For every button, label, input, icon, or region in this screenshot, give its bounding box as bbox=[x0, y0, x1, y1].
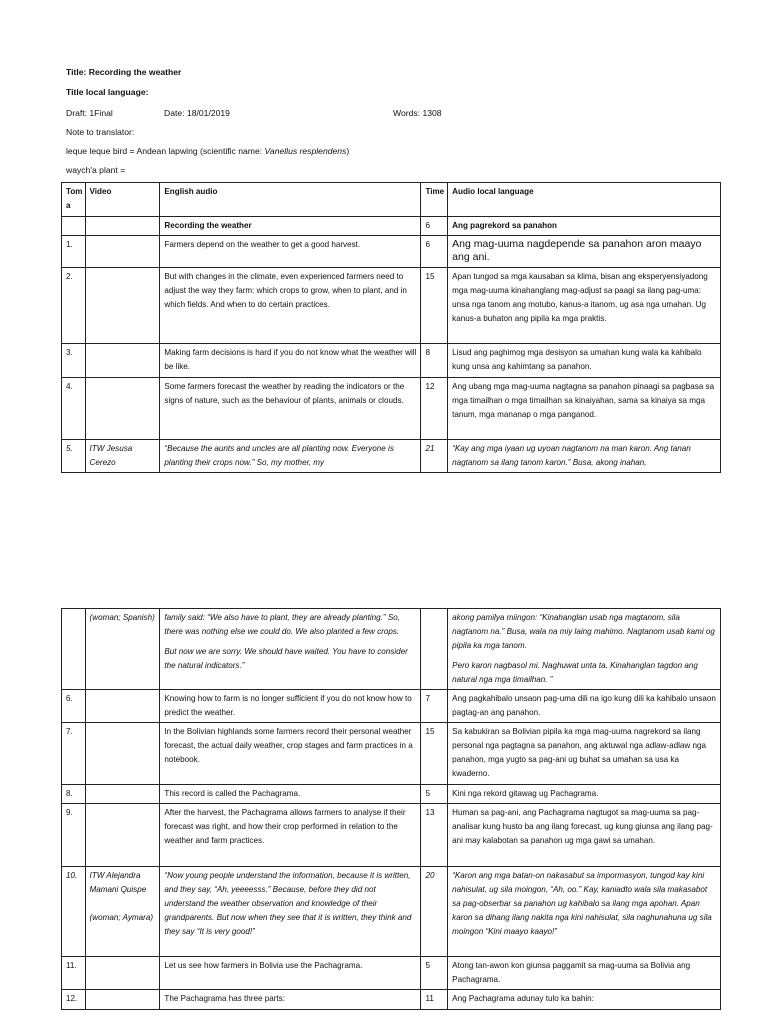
col-header-tom: Tom a bbox=[62, 183, 86, 217]
page-break bbox=[0, 490, 768, 600]
table-row: 2. But with changes in the climate, even experienced farmers need to adjust the way they farm: which crops to grow, when to plant, and in which fields. And when to do certain practices. 15 Apan tungod sa mga kausaban sa klima, bisan ang eksperyensiyadong mga mag-uuma kinahanglang mag-adjust sa paagi sa ilang pag-uma: unsa nga tanom ang motubo, kanus-a itanom, ug asa nga umahan. Ug kanus-a buhaton ang pipila ka mga praktis. bbox=[62, 268, 721, 344]
draft-info-row bbox=[66, 108, 666, 119]
section-title-local: Ang pagrekord sa panahon bbox=[448, 217, 721, 236]
table-row: 12. The Pachagrama has three parts: 11 Ang Pachagrama adunay tulo ka bahin: bbox=[62, 990, 721, 1010]
script-table-continued bbox=[61, 608, 721, 1010]
translator-note: Note to translator: bbox=[66, 127, 135, 137]
script-table bbox=[61, 182, 721, 473]
table-row: Recording the weather 6 Ang pagrekord sa panahon bbox=[62, 217, 721, 236]
document-page-2 bbox=[0, 600, 768, 1024]
table-row: 1. Farmers depend on the weather to get a good harvest. 6 Ang mag-uuma nagdepende sa panahon aron maayo ang ani. bbox=[62, 236, 721, 268]
table-row: 6. Knowing how to farm is no longer sufficient if you do not know how to predict the weather. 7 Ang pagkahibalo unsaon pag-uma dili na igo kung dili ka kahibalo unsaon pagtag-an ang panahon. bbox=[62, 690, 721, 723]
col-header-english: English audio bbox=[160, 183, 421, 217]
draft-label: Draft: 1Final bbox=[66, 108, 113, 118]
table-row: 10. ITW Alejandra Mamani Quispe (woman; Aymara) “Now young people understand the information, because it is written, and they say, “Ah, yeeeesss.” Because, before they did not understand the weather observation and knowledge of their grandparents. But now when they see that it is written, they think and they say “It is very good!” 20 “Karon ang mga batan-on nakasabut sa impormasyon, tungod kay kini nahisulat, ug sila moingon, “Ah, oo.” Kay, kaniadto wala sila makasabot sa pag-obserbar sa panahon ug kahibalo sa ilang mga apohan. Apan karon sa dihang ilang nakita nga kini nahisulat, sila naghunahuna ug sila moingon “Kini maayo kaayo!” bbox=[62, 867, 721, 957]
table-row: 9. After the harvest, the Pachagrama allows farmers to analyse if their forecast was right, and how their crop performed in relation to the weather and farm practices. 13 Human sa pag-ani, ang Pachagrama nagtugot sa mag-uuma sa pag-analisar kung husto ba ang ilang forecast, ug kung giunsa ang ilang pag-ani may kalabotan sa panahon ug mga gawi sa umahan. bbox=[62, 804, 721, 867]
section-title-english: Recording the weather bbox=[160, 217, 421, 236]
document-title: Title: Recording the weather bbox=[66, 67, 182, 77]
table-row: 7. In the Bolivian highlands some farmers record their personal weather forecast, the actual daily weather, crop stages and farm practices in a notebook. 15 Sa kabukiran sa Bolivian pipila ka mga mag-uuma nagrekord sa ilang personal nga pagtagna sa panahon, ang aktuwal nga adlaw-adlaw nga panahon, mga yugto sa pag-ani ug buhat sa umahan sa usa ka kwaderno. bbox=[62, 723, 721, 785]
table-row: (woman; Spanish) family said: “We also have to plant, they are already planting.” So, there was nothing else we could do. We also planted a few crops. But now we are sorry. We should have waited. You have to consider the natural indicators.” akong pamilya miingon: “Kinahanglan usab nga magtanom, sila nagtanom na.” Busa, wala na miy laing mahimo. Nagtanom usab kami og pipila ka mga tanom. Pero karon nagbasol mi. Naghuwat unta ta. Kinahanglan tagdon ang natural nga mga timailhan. ” bbox=[62, 609, 721, 690]
plant-note: waych'a plant = bbox=[66, 165, 126, 175]
table-header-row bbox=[62, 183, 721, 217]
table-row: 5. ITW Jesusa Cerezo “Because the aunts and uncles are all planting now. Everyone is planting their crops now.” So, my mother, my 21 “Kay ang mga iyaan ug uyoan nagtanom na man karon. Ang tanan nagtanom sa ilang tanom karon.” Busa, akong inahan, bbox=[62, 440, 721, 473]
document-page-1 bbox=[0, 0, 768, 490]
col-header-time: Time bbox=[421, 183, 448, 217]
table-row: 4. Some farmers forecast the weather by reading the indicators or the signs of nature, such as the behaviour of plants, animals or clouds. 12 Ang ubang mga mag-uuma nagtagna sa panahon pinaagi sa pagbasa sa mga timailhan o mga timailhan sa kinaiyahan, sama sa kinaiya sa mga tanum, mga mananap o mga panganod. bbox=[62, 378, 721, 440]
col-header-local: Audio local language bbox=[448, 183, 721, 217]
table-row: 8. This record is called the Pachagrama. 5 Kini nga rekord gitawag ug Pachagrama. bbox=[62, 785, 721, 804]
date-label: Date: 18/01/2019 bbox=[164, 108, 230, 118]
col-header-video: Video bbox=[85, 183, 160, 217]
word-count: Words: 1308 bbox=[393, 108, 442, 118]
title-local-language: Title local language: bbox=[66, 87, 149, 97]
table-row: 3. Making farm decisions is hard if you do not know what the weather will be like. 8 Lisud ang paghimog mga desisyon sa umahan kung wala ka kahibalo kung unsa ang kahimtang sa panahon. bbox=[62, 344, 721, 378]
table-row: 11. Let us see how farmers in Bolivia use the Pachagrama. 5 Atong tan-awon kon giunsa paggamit sa mag-uuma sa Bolivia ang Pachagrama. bbox=[62, 957, 721, 990]
bird-note: leque leque bird = Andean lapwing (scientific name: Vanellus resplendens) bbox=[66, 146, 350, 156]
